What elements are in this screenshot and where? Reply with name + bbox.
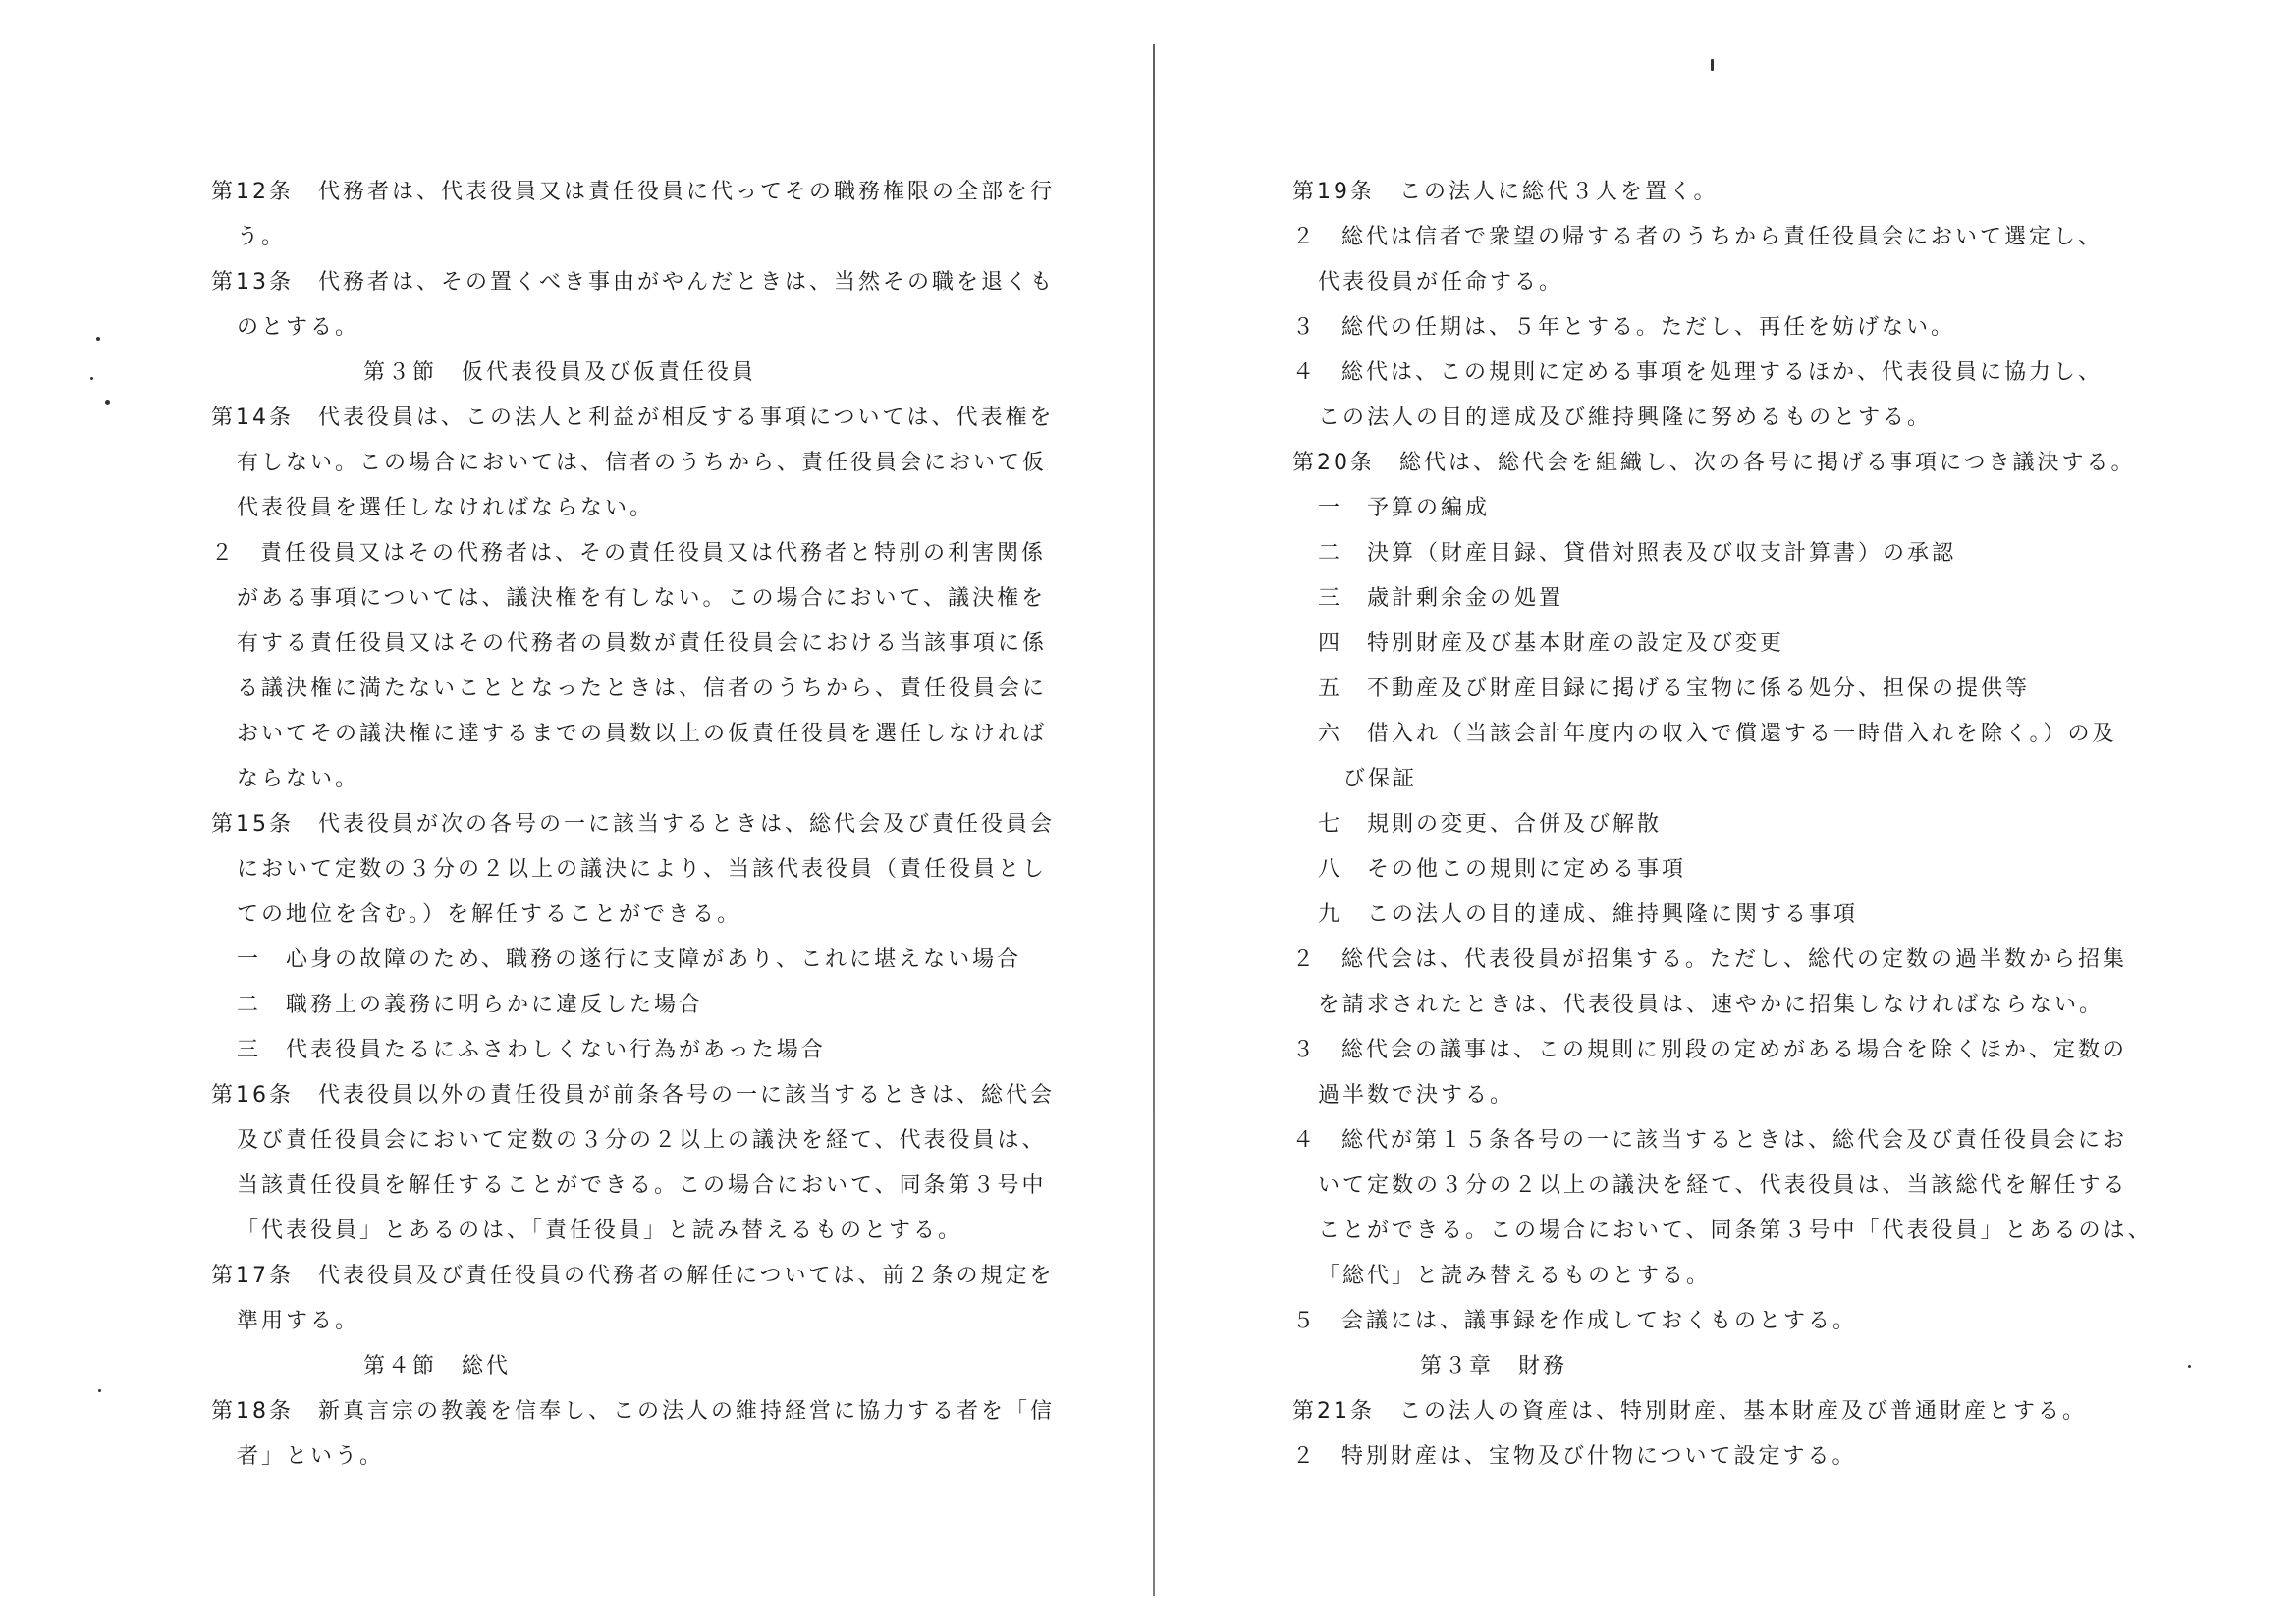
article-15-item-2: 二 職務上の義務に明らかに違反した場合	[237, 993, 704, 1017]
article-20-para-4-line-2: いて定数の３分の２以上の議決を経て、代表役員は、当該総代を解任する	[1318, 1173, 2128, 1198]
article-20-para-3-line-2: 過半数で決する。	[1318, 1083, 1515, 1108]
scan-speck	[1711, 59, 1714, 71]
article-20-item-6-line-2: び保証	[1343, 767, 1418, 791]
article-20-item-5: 五 不動産及び財産目録に掲げる宝物に係る処分、担保の提供等	[1318, 676, 2031, 701]
article-12-line-1: 第12条 代務者は、代表役員又は責任役員に代ってその職務権限の全部を行	[211, 180, 1055, 204]
article-20-para-2-line-2: を請求されたときは、代表役員は、速やかに招集しなければならない。	[1318, 993, 2105, 1017]
article-14-para-2-line-3: 有する責任役員又はその代務者の員数が責任役員会における当該事項に係	[237, 631, 1048, 656]
scan-speck	[96, 337, 100, 341]
article-20-item-3: 三 歳計剰余金の処置	[1318, 586, 1564, 611]
scan-speck	[2188, 1365, 2191, 1368]
article-14-para-2-line-5: おいてその議決権に達するまでの員数以上の仮責任役員を選任しなければ	[237, 722, 1048, 746]
article-20-para-4-line-3: ことができる。この場合において、同条第３号中「代表役員」とあるのは、	[1318, 1218, 2153, 1243]
article-14-para-2-line-2: がある事項については、議決権を有しない。この場合において、議決権を	[237, 586, 1047, 611]
scan-speck	[90, 377, 93, 380]
article-20-item-4: 四 特別財産及び基本財産の設定及び変更	[1318, 631, 1785, 656]
article-14-para-2-line-1: ２ 責任役員又はその代務者は、その責任役員又は代務者と特別の利害関係	[211, 541, 1047, 566]
article-15-line-3: ての地位を含む。）を解任することができる。	[237, 902, 742, 927]
chapter-3-heading: 第３章 財務	[1420, 1354, 1568, 1379]
left-page-text	[211, 170, 1085, 1480]
article-19-para-4-line-1: ４ 総代は、この規則に定める事項を処理するほか、代表役員に協力し、	[1292, 360, 2104, 385]
article-20-item-9: 九 この法人の目的達成、維持興隆に関する事項	[1318, 902, 1859, 927]
article-15-line-2: において定数の３分の２以上の議決により、当該代表役員（責任役員とし	[237, 857, 1048, 882]
scan-speck	[98, 1389, 101, 1392]
article-20-para-2-line-1: ２ 総代会は、代表役員が招集する。ただし、総代の定数の過半数から招集	[1292, 947, 2128, 972]
article-13-line-1: 第13条 代務者は、その置くべき事由がやんだときは、当然その職を退くも	[211, 270, 1055, 295]
article-17-line-2: 準用する。	[237, 1309, 360, 1333]
article-19-para-2-line-2: 代表役員が任命する。	[1318, 270, 1564, 295]
article-16-line-3: 当該責任役員を解任することができる。この場合において、同条第３号中	[237, 1173, 1047, 1198]
article-20-para-4-line-1: ４ 総代が第１５条各号の一に該当するときは、総代会及び責任役員会にお	[1292, 1128, 2128, 1153]
article-16-line-1: 第16条 代表役員以外の責任役員が前条各号の一に該当するときは、総代会	[211, 1083, 1055, 1108]
article-15-item-1: 一 心身の故障のため、職務の遂行に支障があり、これに堪えない場合	[237, 947, 1022, 972]
article-19-line-1: 第19条 この法人に総代３人を置く。	[1292, 180, 1719, 204]
article-14-para-2-line-4: る議決権に満たないこととなったときは、信者のうちから、責任役員会に	[237, 676, 1048, 701]
article-14-line-2: 有しない。この場合においては、信者のうちから、責任役員会において仮	[237, 451, 1048, 475]
article-21-line-1: 第21条 この法人の資産は、特別財産、基本財産及び普通財産とする。	[1292, 1399, 2087, 1424]
article-16-line-4: 「代表役員」とあるのは、「責任役員」と読み替えるものとする。	[237, 1218, 963, 1243]
article-20-item-1: 一 予算の編成	[1318, 496, 1491, 520]
section-4-heading: 第４節 総代	[363, 1354, 512, 1379]
article-20-para-3-line-1: ３ 総代会の議事は、この規則に別段の定めがある場合を除くほか、定数の	[1292, 1038, 2128, 1062]
article-19-para-3: ３ 総代の任期は、５年とする。ただし、再任を妨げない。	[1292, 315, 1956, 340]
article-14-para-2-line-6: ならない。	[237, 767, 360, 791]
article-16-line-2: 及び責任役員会において定数の３分の２以上の議決を経て、代表役員は、	[237, 1128, 1047, 1153]
article-20-para-4-line-4: 「総代」と読み替えるものとする。	[1318, 1264, 1712, 1288]
article-20-para-5: ５ 会議には、議事録を作成しておくものとする。	[1292, 1309, 1858, 1333]
article-18-line-2: 者」という。	[237, 1444, 385, 1469]
article-18-line-1: 第18条 新真言宗の教義を信奉し、この法人の維持経営に協力する者を「信	[211, 1399, 1055, 1424]
article-14-line-3: 代表役員を選任しなければならない。	[237, 496, 655, 520]
article-20-line-1: 第20条 総代は、総代会を組織し、次の各号に掲げる事項につき議決する。	[1292, 451, 2136, 475]
article-21-para-2: ２ 特別財産は、宝物及び什物について設定する。	[1292, 1444, 1857, 1469]
article-15-item-3: 三 代表役員たるにふさわしくない行為があった場合	[237, 1038, 826, 1062]
article-20-item-6-line-1: 六 借入れ（当該会計年度内の収入で償還する一時借入れを除く。）の及	[1318, 722, 2117, 746]
article-15-line-1: 第15条 代表役員が次の各号の一に該当するときは、総代会及び責任役員会	[211, 812, 1055, 837]
article-20-item-7: 七 規則の変更、合併及び解散	[1318, 812, 1663, 837]
section-3-heading: 第３節 仮代表役員及び仮責任役員	[363, 360, 757, 385]
scan-speck	[105, 400, 110, 405]
article-13-line-2: のとする。	[237, 315, 360, 340]
article-19-para-2-line-1: ２ 総代は信者で衆望の帰する者のうちから責任役員会において選定し、	[1292, 225, 2104, 249]
article-17-line-1: 第17条 代表役員及び責任役員の代務者の解任については、前２条の規定を	[211, 1264, 1055, 1288]
right-page	[1155, 0, 2296, 1623]
article-14-line-1: 第14条 代表役員は、この法人と利益が相反する事項については、代表権を	[211, 406, 1055, 430]
article-20-item-2: 二 決算（財産目録、貸借対照表及び収支計算書）の承認	[1318, 541, 1957, 566]
article-12-line-2: う。	[237, 225, 287, 249]
article-20-item-8: 八 その他この規則に定める事項	[1318, 857, 1687, 882]
article-19-para-4-line-2: この法人の目的達成及び維持興隆に努めるものとする。	[1318, 406, 1933, 430]
right-page-text	[1292, 170, 2157, 1480]
